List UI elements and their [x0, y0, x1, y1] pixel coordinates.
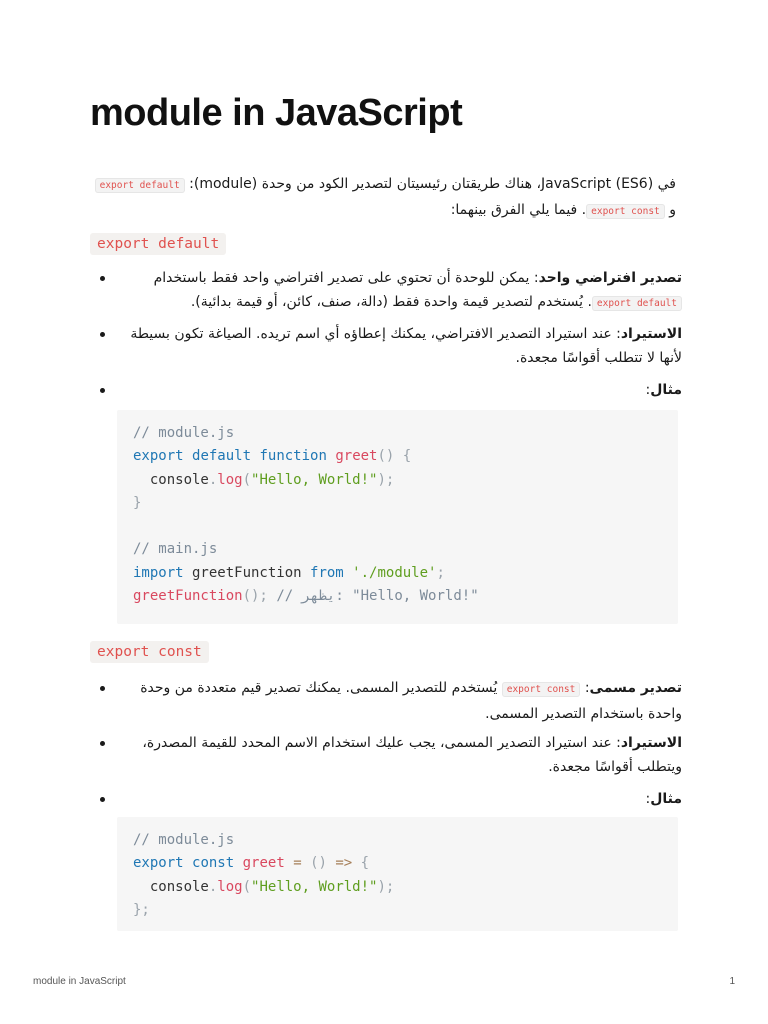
- code-token: greet: [335, 448, 378, 465]
- code-token: {: [360, 855, 370, 872]
- inline-code-export-default: export default: [95, 178, 185, 193]
- footer-title: module in JavaScript: [33, 976, 126, 987]
- code-token: =>: [335, 855, 353, 872]
- code-token: (): [310, 855, 327, 872]
- bullet-label: تصدير مسمى: [589, 680, 682, 696]
- code-token: // main.js: [133, 541, 218, 558]
- intro-text-and: و: [664, 202, 676, 218]
- code-token: };: [133, 901, 150, 918]
- code-token: );: [377, 878, 395, 895]
- code-token: ();: [242, 588, 268, 605]
- code-line: [133, 585, 662, 608]
- code-token: console: [133, 878, 209, 895]
- code-token: default: [192, 448, 252, 465]
- page-title: module in JavaScript: [90, 92, 463, 134]
- code-line: [133, 562, 662, 585]
- code-token: .: [208, 471, 218, 488]
- code-token: .: [208, 878, 218, 895]
- bullet-dot: [100, 388, 105, 393]
- list-item: [100, 266, 682, 316]
- code-token: [184, 448, 192, 464]
- inline-code-export-const: export const: [586, 204, 665, 219]
- code-line: [133, 538, 662, 561]
- section-heading-export-default: export default: [90, 233, 226, 255]
- code-token: [302, 855, 310, 871]
- bullet-dot: [100, 332, 105, 337]
- list-item: [100, 731, 682, 779]
- code-token: from: [310, 564, 344, 581]
- bullet-text: : عند استيراد التصدير المسمى، يجب عليك استخدام الاسم المحدد للقيمة المصدرة، ويتطلب أقواسًا مجعدة.: [142, 735, 682, 775]
- bullet-label: مثال: [650, 382, 682, 398]
- intro-paragraph: [90, 172, 676, 224]
- code-token: }: [133, 494, 142, 511]
- bullet-dot: [100, 741, 105, 746]
- code-token: function: [259, 448, 327, 465]
- list-item: [100, 322, 682, 370]
- code-token: // يظهر: "Hello, World!": [276, 588, 479, 605]
- code-token: // module.js: [133, 425, 235, 441]
- code-token: [184, 855, 192, 871]
- code-line: [133, 492, 662, 515]
- code-token: greet: [242, 855, 285, 872]
- code-token: [285, 855, 293, 871]
- code-block-export-default: [117, 410, 678, 624]
- bullet-dot: [100, 276, 105, 281]
- list-item: [100, 378, 682, 402]
- code-block-export-const: [117, 817, 678, 931]
- code-token: (: [242, 471, 252, 488]
- code-token: () {: [377, 448, 412, 465]
- inline-code-export-default: export default: [592, 296, 682, 311]
- bullet-text: : يمكن للوحدة أن تحتوي على تصدير افتراضي واحد فقط باستخدام: [153, 270, 539, 286]
- code-token: "Hello, World!": [251, 878, 378, 895]
- code-token: console: [133, 471, 209, 488]
- bullet-label: مثال: [650, 791, 682, 807]
- page-number: 1: [729, 976, 735, 987]
- code-token: // module.js: [133, 832, 235, 848]
- code-line: [133, 515, 662, 538]
- code-token: import: [133, 564, 184, 581]
- list-item: [100, 787, 682, 811]
- bullet-text: : عند استيراد التصدير الافتراضي، يمكنك إعطاؤه أي اسم تريده. الصياغة تكون بسيطة لأنها لا تتطلب أقواسًا مجعدة.: [130, 326, 682, 366]
- code-token: greetFunction: [133, 588, 243, 605]
- code-token: './module': [352, 564, 437, 581]
- code-line: [133, 899, 662, 922]
- bullet-label: الاستيراد: [620, 326, 682, 342]
- code-token: [352, 855, 360, 871]
- code-token: ;: [436, 564, 445, 581]
- intro-text-before: في JavaScript (ES6)، هناك طريقتان رئيسيتان لتصدير الكود من وحدة (module):: [184, 176, 676, 192]
- code-line: [133, 422, 662, 445]
- code-token: export: [133, 855, 184, 872]
- code-line: [133, 876, 662, 899]
- code-line: [133, 445, 662, 468]
- code-token: export: [133, 448, 184, 465]
- bullet-text-2: . يُستخدم لتصدير قيمة واحدة فقط (دالة، صنف، كائن، أو قيمة بدائية).: [190, 294, 592, 310]
- section-heading-export-const: export const: [90, 641, 209, 663]
- list-item: [100, 676, 682, 726]
- intro-text-after: . فيما يلي الفرق بينهما:: [450, 202, 587, 218]
- code-token: (: [242, 878, 252, 895]
- code-token: greetFunction: [183, 564, 311, 581]
- bullet-label: تصدير افتراضي واحد: [538, 270, 682, 286]
- code-token: [234, 855, 242, 871]
- code-token: [344, 565, 352, 581]
- bullet-text: :: [580, 680, 590, 696]
- bullet-text: :: [645, 382, 651, 398]
- code-token: "Hello, World!": [251, 471, 378, 488]
- code-token: =: [293, 855, 302, 872]
- bullet-label: الاستيراد: [620, 735, 682, 751]
- bullet-text-2: يُستخدم للتصدير المسمى. يمكنك تصدير قيم متعددة من وحدة واحدة باستخدام التصدير المسمى.: [140, 680, 682, 722]
- bullet-dot: [100, 797, 105, 802]
- code-line: [133, 829, 662, 852]
- bullet-dot: [100, 686, 105, 691]
- code-line: [133, 852, 662, 875]
- code-token: );: [377, 471, 395, 488]
- code-token: log: [217, 471, 243, 488]
- bullet-text: :: [645, 791, 651, 807]
- code-token: const: [192, 855, 235, 872]
- inline-code-export-const: export const: [502, 682, 581, 697]
- code-token: log: [217, 878, 243, 895]
- code-line: [133, 469, 662, 492]
